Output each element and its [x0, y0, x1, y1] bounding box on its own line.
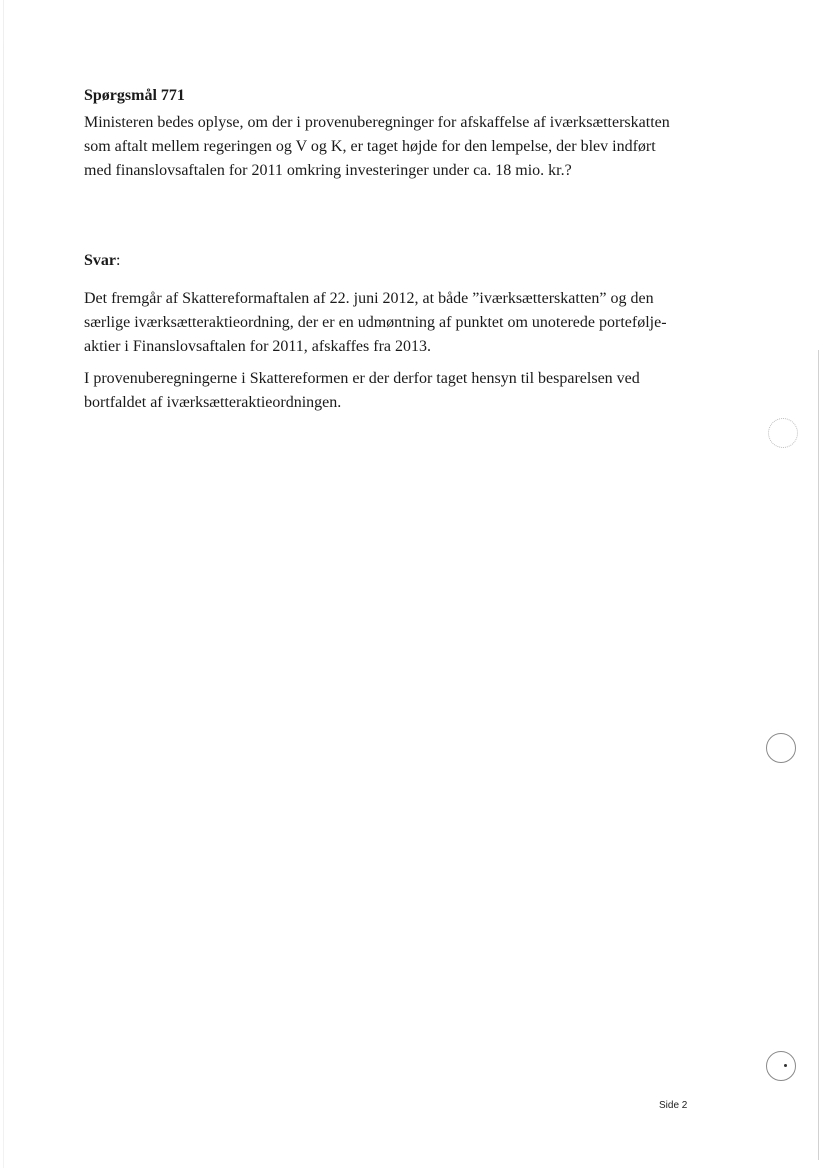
punch-dot-icon: [784, 1064, 787, 1067]
answer-line: særlige iværksætteraktieordning, der er en udmøntning af punktet om unoterede portefølje-: [84, 314, 667, 331]
answer-title-colon: :: [116, 252, 121, 269]
punch-hole-icon: [768, 418, 798, 448]
answer-line: Det fremgår af Skattereformaftalen af 22. juni 2012, at både ”iværksætterskatten” og den: [84, 290, 654, 307]
document-body: [84, 84, 704, 415]
question-title: Spørgsmål 771: [84, 87, 185, 104]
question-line: med finanslovsaftalen for 2011 omkring investeringer under ca. 18 mio. kr.?: [84, 162, 572, 179]
punch-hole-icon: [766, 733, 796, 763]
answer-line: aktier i Finanslovsaftalen for 2011, afskaffes fra 2013.: [84, 338, 432, 355]
answer-paragraph-1: [84, 287, 704, 359]
question-line: Ministeren bedes oplyse, om der i provenuberegninger for afskaffelse af iværksætterskatten: [84, 114, 670, 131]
scan-edge-right: [818, 350, 819, 1160]
answer-line: bortfaldet af iværksætteraktieordningen.: [84, 394, 342, 411]
answer-line: I provenuberegningerne i Skattereformen er der derfor taget hensyn til besparelsen ved: [84, 370, 640, 387]
answer-title: [84, 249, 704, 273]
question-line: som aftalt mellem regeringen og V og K, er taget højde for den lempelse, der blev indført: [84, 138, 656, 155]
answer-paragraph-2: [84, 367, 704, 415]
question-text: [84, 111, 704, 183]
answer-title-text: Svar: [84, 252, 116, 269]
scan-edge-left: [3, 0, 4, 1168]
page-number: Side 2: [659, 1100, 688, 1111]
punch-hole-icon: [766, 1051, 796, 1081]
